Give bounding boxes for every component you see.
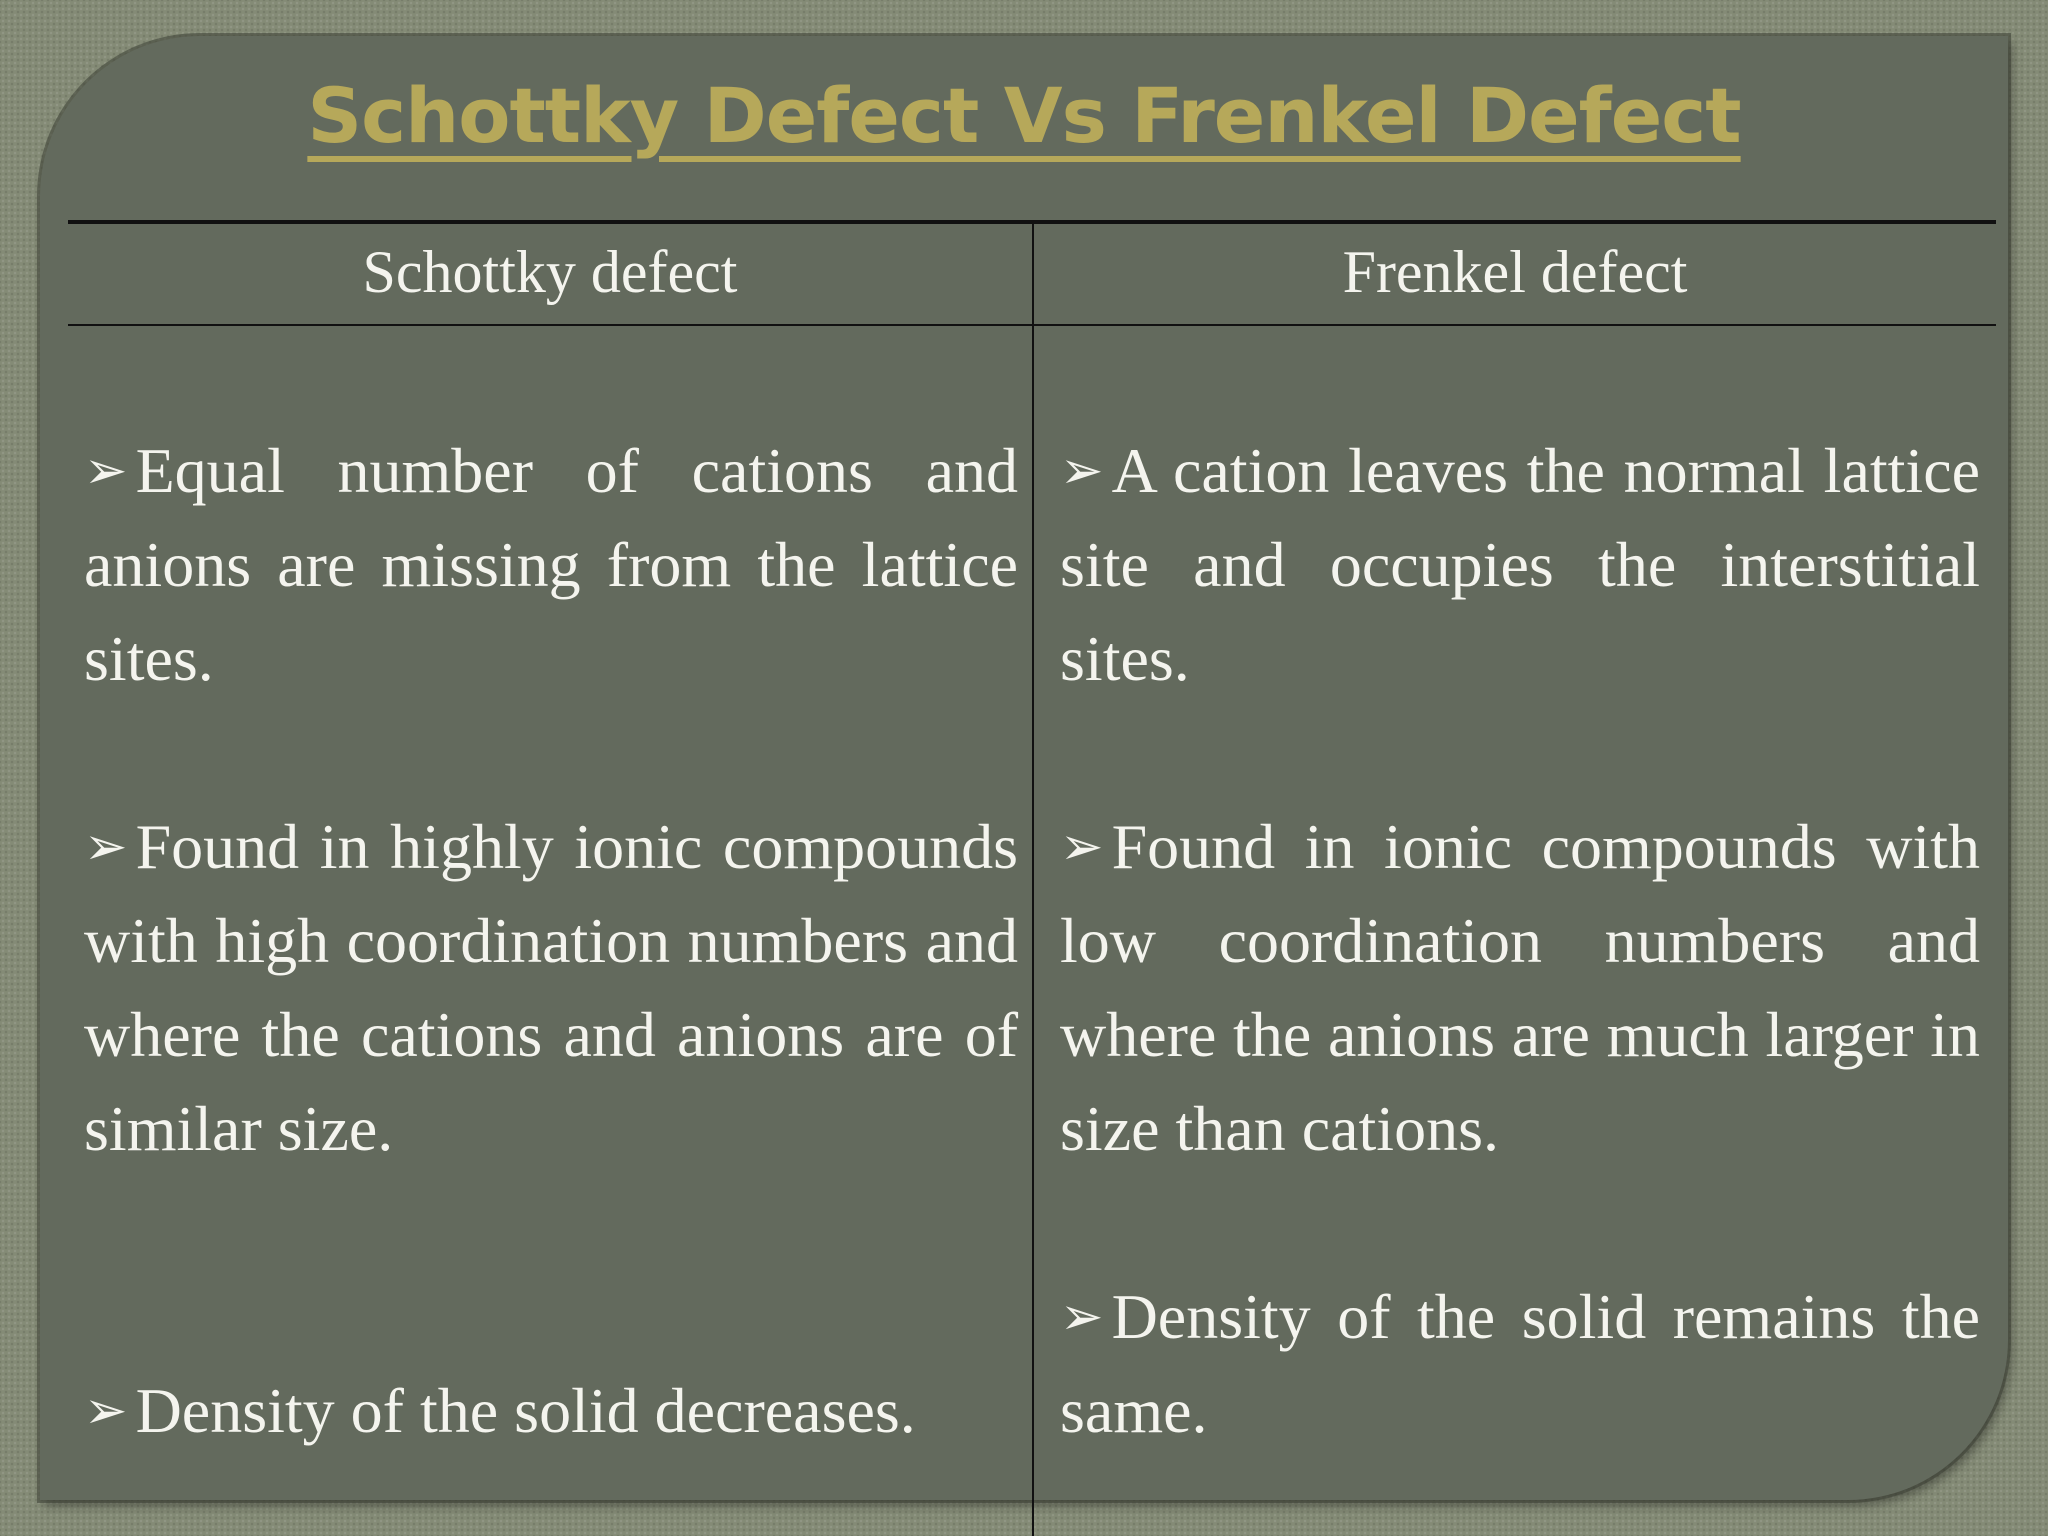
arrow-bullet-icon: ➢ bbox=[84, 441, 128, 501]
schottky-point-2-text: Found in highly ionic compounds with high coordination numbers and where the cations and anions are of similar size. bbox=[84, 811, 1018, 1164]
schottky-point-3-text: Density of the solid decreases. bbox=[135, 1375, 916, 1446]
arrow-bullet-icon: ➢ bbox=[84, 817, 128, 877]
frenkel-point-2-text: Found in ionic compounds with low coordination numbers and where the anions are much larger in size than cations. bbox=[1060, 811, 1980, 1164]
table-column-divider bbox=[1032, 224, 1034, 1536]
arrow-bullet-icon: ➢ bbox=[1060, 1287, 1104, 1347]
header-schottky: Schottky defect bbox=[362, 239, 738, 305]
schottky-point-3 bbox=[84, 1364, 1018, 1458]
schottky-point-2 bbox=[84, 800, 1018, 1176]
arrow-bullet-icon: ➢ bbox=[84, 1381, 128, 1441]
frenkel-point-1 bbox=[1060, 424, 1980, 706]
schottky-point-1 bbox=[84, 424, 1018, 706]
frenkel-point-2 bbox=[1060, 800, 1980, 1176]
frenkel-point-1-text: A cation leaves the normal lattice site and occupies the interstitial sites. bbox=[1060, 435, 1980, 694]
arrow-bullet-icon: ➢ bbox=[1060, 441, 1104, 501]
schottky-point-1-text: Equal number of cations and anions are missing from the lattice sites. bbox=[84, 435, 1018, 694]
frenkel-point-3 bbox=[1060, 1270, 1980, 1458]
header-frenkel: Frenkel defect bbox=[1342, 239, 1688, 305]
slide-title: Schottky Defect Vs Frenkel Defect bbox=[307, 71, 1741, 160]
arrow-bullet-icon: ➢ bbox=[1060, 817, 1104, 877]
frenkel-point-3-text: Density of the solid remains the same. bbox=[1060, 1281, 1980, 1446]
